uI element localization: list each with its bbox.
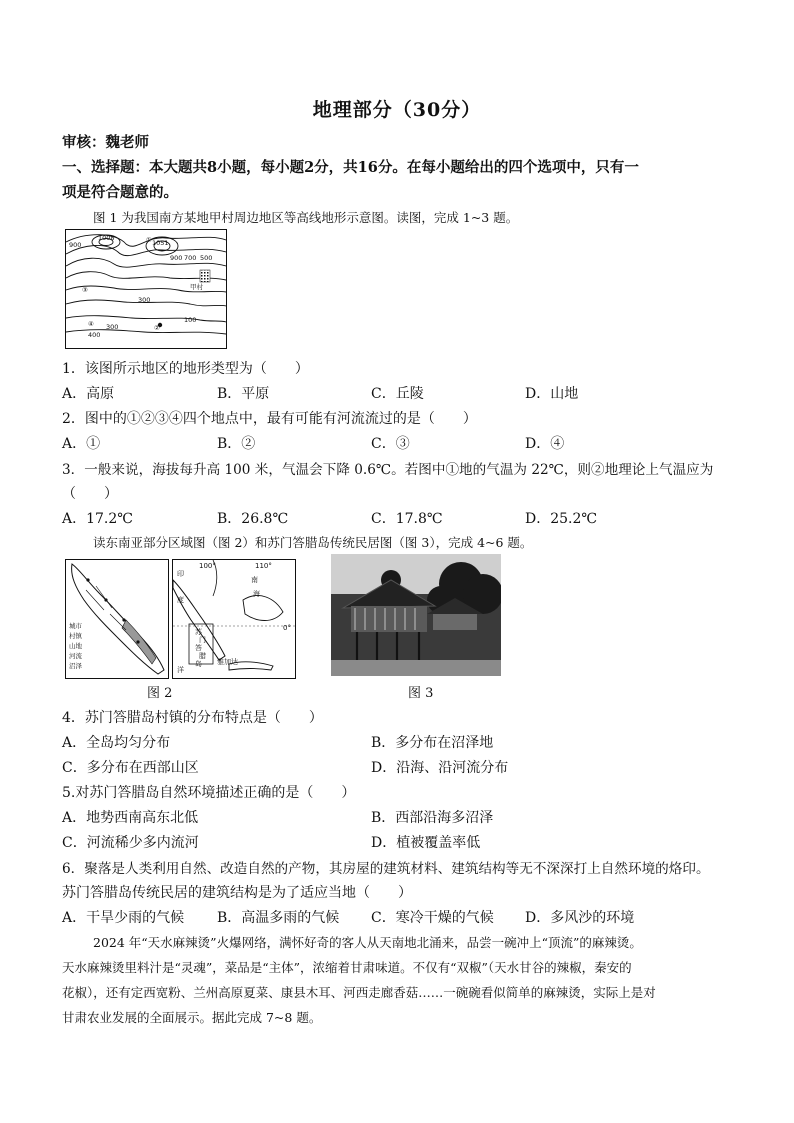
city-label: 雅加达 (217, 658, 238, 666)
q2-option-d[interactable]: D．④ (525, 436, 565, 452)
legend-village: 村镇 (69, 632, 82, 640)
contour-label: 1008 (98, 234, 115, 242)
point-label: ④ (88, 320, 94, 328)
sumatra-map-panel (65, 559, 169, 679)
point-label: ② (154, 324, 160, 332)
q3-option-a[interactable]: A．17.2℃ (62, 511, 133, 527)
question-2-stem: 2．图中的①②③④四个地点中，最有可能有河流流过的是（ ） (62, 411, 477, 427)
section-heading-line2: 项是符合题意的。 (62, 184, 178, 201)
q6-option-a[interactable]: A．干旱少雨的气候 (62, 910, 185, 926)
traditional-dwelling-photo (331, 554, 501, 676)
region-label: 印 (177, 570, 184, 578)
contour-label: 700 (184, 254, 197, 262)
legend-swamp: 沼泽 (69, 662, 82, 670)
legend-river: 河流 (69, 652, 82, 660)
q3-option-b[interactable]: B．26.8℃ (217, 511, 289, 527)
sumatra-map (66, 560, 168, 678)
reviewer: 审核：魏老师 (62, 134, 149, 151)
point-label: ③ (82, 286, 88, 294)
question-3-stem-cont: （ ） (62, 486, 118, 502)
region-map (173, 560, 295, 678)
question-5-stem: 5.对苏门答腊岛自然环境描述正确的是（ ） (62, 785, 356, 801)
island-label: 岛 (195, 660, 202, 668)
intro-1-3: 图 1 为我国南方某地甲村周边地区等高线地形示意图。读图，完成 1~3 题。 (93, 210, 519, 225)
q5-option-a[interactable]: A．地势西南高东北低 (62, 810, 199, 826)
passage-line-2: 天水麻辣烫里料汁是“灵魂”，菜品是“主体”，浓缩着甘肃味道。不仅有“双椒”（天水甘谷的辣椒，秦安的 (62, 960, 632, 975)
island-label: 答 (195, 644, 202, 652)
q5-option-c[interactable]: C．河流稀少多内流河 (62, 835, 199, 851)
q1-option-b[interactable]: B．平原 (217, 386, 270, 402)
q5-option-d[interactable]: D．植被覆盖率低 (371, 835, 481, 851)
island-label: 腊 (199, 652, 206, 660)
q4-option-b[interactable]: B．多分布在沼泽地 (371, 735, 494, 751)
ocean-label: 洋 (177, 666, 184, 674)
point-label: ① (146, 236, 152, 244)
q6-option-c[interactable]: C．寒冷干燥的气候 (371, 910, 494, 926)
q2-option-c[interactable]: C．③ (371, 436, 410, 452)
q4-option-a[interactable]: A．全岛均匀分布 (62, 735, 171, 751)
contour-label: 500 (200, 254, 213, 262)
contour-label: 1051 (152, 239, 169, 247)
section-heading-line1: 一、选择题：本大题共8小题，每小题2分，共16分。在每小题给出的四个选项中，只有一 (62, 159, 639, 176)
sea-label: 海 (253, 590, 260, 598)
page-title: 地理部分（30分） (312, 99, 482, 121)
passage-line-1: 2024 年“天水麻辣烫”火爆网络，满怀好奇的客人从天南地北涌来，品尝一碗冲上“顶流”的麻辣烫。 (93, 935, 642, 950)
question-6-stem: 6．聚落是人类利用自然、改造自然的产物，其房屋的建筑材料、建筑结构等无不深深打上自然环境的烙印。 (62, 861, 710, 877)
lon-label: 100° (199, 562, 216, 570)
q5-option-b[interactable]: B．西部沿海多沼泽 (371, 810, 494, 826)
figure-2-caption: 图 2 (147, 686, 173, 701)
contour-label: 400 (88, 331, 101, 339)
contour-label: 900 (69, 241, 82, 249)
q1-option-d[interactable]: D．山地 (525, 386, 579, 402)
q4-option-d[interactable]: D．沿海、沿河流分布 (371, 760, 509, 776)
contour-label: 900 (170, 254, 183, 262)
contour-map (66, 230, 226, 348)
q6-option-b[interactable]: B．高温多雨的气候 (217, 910, 340, 926)
q2-option-a[interactable]: A．① (62, 436, 101, 452)
lon-label: 110° (255, 562, 272, 570)
q4-option-c[interactable]: C．多分布在西部山区 (62, 760, 199, 776)
legend-mountain: 山地 (69, 642, 82, 650)
legend-city: 城市 (69, 622, 82, 630)
lat-label: 0° (283, 624, 291, 632)
contour-label: 300 (138, 296, 151, 304)
figure-3-caption: 图 3 (408, 686, 434, 701)
contour-map-figure (65, 229, 227, 349)
island-label: 门 (199, 636, 206, 644)
question-6-stem-cont: 苏门答腊岛传统民居的建筑结构是为了适应当地（ ） (62, 885, 412, 901)
q1-option-a[interactable]: A．高原 (62, 386, 115, 402)
intro-4-6: 读东南亚部分区域图（图 2）和苏门答腊岛传统民居图（图 3），完成 4~6 题。 (93, 535, 533, 550)
q3-option-d[interactable]: D．25.2℃ (525, 511, 598, 527)
contour-label: 300 (106, 323, 119, 331)
region-map-panel (172, 559, 296, 679)
sea-label: 南 (251, 576, 258, 584)
region-label: 度 (177, 596, 184, 604)
q2-option-b[interactable]: B．② (217, 436, 256, 452)
question-4-stem: 4．苏门答腊岛村镇的分布特点是（ ） (62, 710, 323, 726)
question-1-stem: 1．该图所示地区的地形类型为（ ） (62, 361, 309, 377)
question-3-stem: 3．一般来说，海拔每升高 100 米，气温会下降 0.6℃。若图中①地的气温为 22℃，则②地理论上气温应为 (62, 462, 714, 478)
q1-option-c[interactable]: C．丘陵 (371, 386, 424, 402)
q6-option-d[interactable]: D．多风沙的环境 (525, 910, 635, 926)
island-label: 苏 (195, 628, 202, 636)
passage-line-4: 甘肃农业发展的全面展示。据此完成 7~8 题。 (62, 1010, 322, 1025)
contour-label: 100 (184, 316, 197, 324)
q3-option-c[interactable]: C．17.8℃ (371, 511, 443, 527)
passage-line-3: 花椒），还有定西宽粉、兰州高原夏菜、康县木耳、河西走廊香菇……一碗碗看似简单的麻辣烫，实际上是对 (62, 985, 656, 1000)
village-label: 甲村 (190, 283, 203, 291)
